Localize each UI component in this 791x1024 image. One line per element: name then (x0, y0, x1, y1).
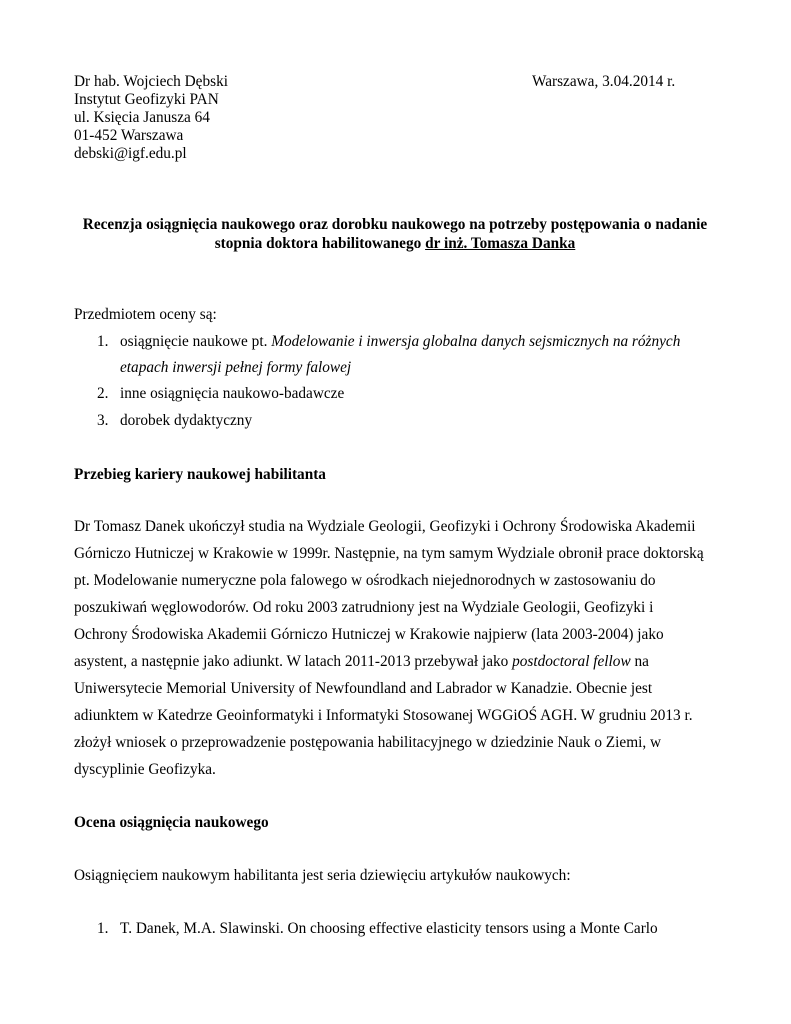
subject-item-2-number: 2. (97, 385, 109, 402)
sender-city: 01-452 Warszawa (74, 127, 184, 144)
assessment-heading: Ocena osiągnięcia naukowego (74, 814, 269, 831)
career-line-4: poszukiwań węglowodorów. Od roku 2003 zatrudniony jest na Wydziale Geologii, Geofizyki i (74, 599, 654, 616)
subject-item-1-number: 1. (97, 333, 109, 350)
title-line-2-prefix: stopnia doktora habilitowanego (214, 235, 426, 252)
subject-item-1-title-part-2: etapach inwersji pełnej formy falowej (120, 359, 352, 376)
career-heading: Przebieg kariery naukowej habilitanta (74, 466, 326, 483)
career-line-8: adiunktem w Katedrze Geoinformatyki i Informatyki Stosowanej WGGiOŚ AGH. W grudniu 2013 r. (74, 707, 693, 724)
subject-item-1-line-1 (120, 332, 680, 352)
subject-intro: Przedmiotem oceny są: (74, 306, 217, 323)
assessment-item-1-number: 1. (97, 920, 109, 937)
career-line-9: złożył wniosek o przeprowadzenie postępowania habilitacyjnego w dziedzinie Nauk o Ziemi, w (74, 734, 662, 751)
career-line-3: pt. Modelowanie numeryczne pola falowego w ośrodkach niejednorodnych w zastosowaniu do (74, 572, 656, 589)
career-line-6-prefix: asystent, a następnie jako adiunkt. W latach 2011-2013 przebywał jako (74, 653, 513, 670)
career-line-5: Ochrony Środowiska Akademii Górniczo Hutniczej w Krakowie najpierw (lata 2003-2004) jako (74, 626, 664, 643)
date-line: Warszawa, 3.04.2014 r. (532, 73, 676, 90)
habilitant-name: dr inż. Tomasza Danka (425, 235, 576, 252)
career-line-1: Dr Tomasz Danek ukończył studia na Wydziale Geologii, Geofizyki i Ochrony Środowiska Akademii (74, 518, 696, 535)
sender-name: Dr hab. Wojciech Dębski (74, 73, 228, 90)
assessment-intro: Osiągnięciem naukowym habilitanta jest seria dziewięciu artykułów naukowych: (74, 867, 571, 884)
career-line-6-suffix: na (630, 653, 649, 670)
title-line-2 (60, 234, 730, 254)
subject-item-3-text: dorobek dydaktyczny (120, 412, 253, 429)
title-line-1: Recenzja osiągnięcia naukowego oraz dorobku naukowego na potrzeby postępowania o nadanie (82, 216, 708, 233)
assessment-item-1-text: T. Danek, M.A. Slawinski. On choosing effective elasticity tensors using a Monte Carlo (120, 920, 658, 937)
sender-institute: Instytut Geofizyki PAN (74, 91, 219, 108)
career-line-6-italic: postdoctoral fellow (512, 653, 631, 670)
sender-street: ul. Księcia Janusza 64 (74, 109, 210, 126)
subject-item-3-number: 3. (97, 412, 109, 429)
sender-email: debski@igf.edu.pl (74, 145, 187, 162)
subject-item-2-text: inne osiągnięcia naukowo-badawcze (120, 385, 345, 402)
career-line-7: Uniwersytecie Memorial University of Newfoundland and Labrador w Kanadzie. Obecnie jest (74, 680, 653, 697)
subject-item-1-title-part-1: Modelowanie i inwersja globalna danych sejsmicznych na różnych (271, 333, 681, 350)
subject-item-1-prefix: osiągnięcie naukowe pt. (120, 333, 272, 350)
career-line-2: Górniczo Hutniczej w Krakowie w 1999r. Następnie, na tym samym Wydziale obronił prace doktorską (74, 545, 704, 562)
career-line-6 (74, 652, 649, 672)
career-line-10: dyscyplinie Geofizyka. (74, 761, 216, 778)
